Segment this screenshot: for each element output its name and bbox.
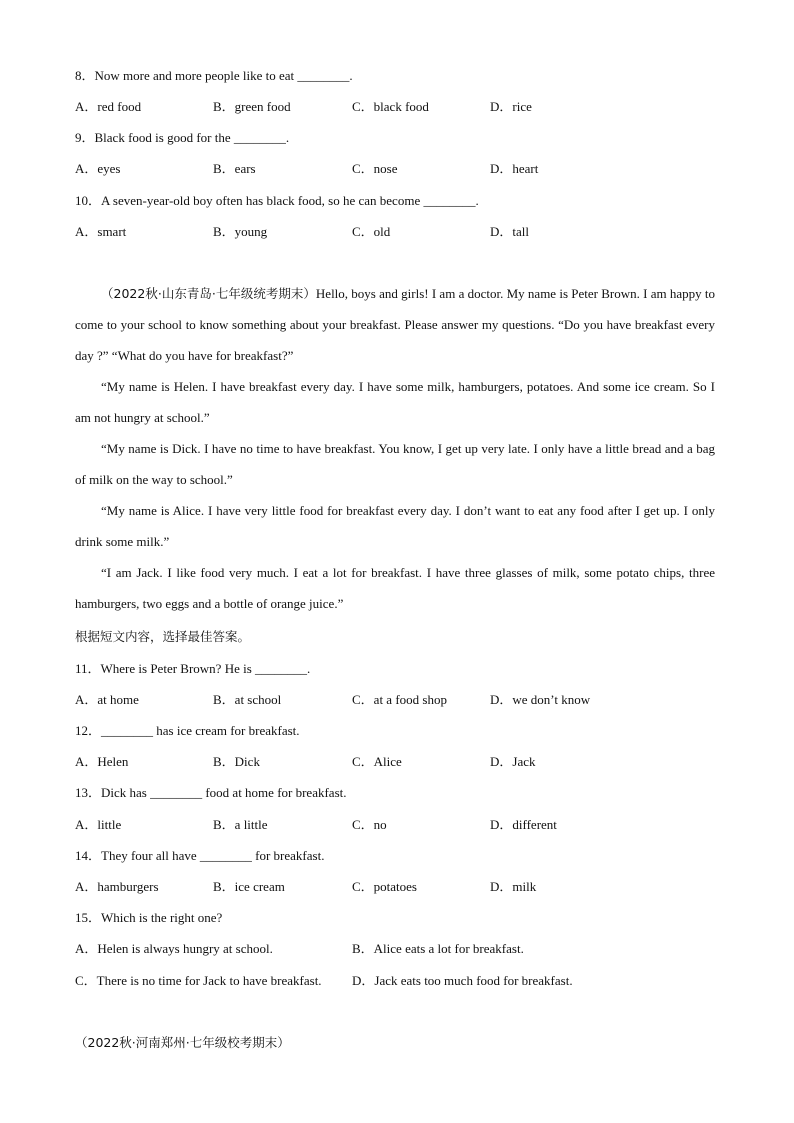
q10-option-b[interactable]: B．young [213,224,268,239]
passage-paragraph-2: “My name is Helen. I have breakfast every day. I have some milk, hamburgers, potatoes. And some ice cream. So I am not hungry at school.” [75,379,715,425]
q8-option-d[interactable]: D．rice [490,99,532,114]
passage-source: （2022秋·山东青岛·七年级统考期末） [101,286,316,301]
question-13-stem: 13．Dick has ________ food at home for breakfast. [75,785,347,800]
question-11-stem: 11．Where is Peter Brown? He is ________. [75,661,311,676]
q9-option-c[interactable]: C．nose [352,161,398,176]
passage-paragraph-1-text: Hello, boys and girls! I am a doctor. My name is Peter Brown. I am happy to come to your school to know something about your breakfast. Please answer my questions. “Do you have breakfast every day ?” “What do you have for breakfast?” [75,286,715,363]
q11-option-b[interactable]: B．at school [213,692,282,707]
q8-option-b[interactable]: B．green food [213,99,291,114]
q9-option-b[interactable]: B．ears [213,161,256,176]
passage-instruction: 根据短文内容，选择最佳答案。 [75,629,251,644]
q15-option-a[interactable]: A．Helen is always hungry at school. [75,941,273,956]
question-15-options-row-2 [75,972,715,990]
question-10-options [75,223,715,241]
question-9-options [75,160,715,178]
question-10-stem: 10．A seven-year-old boy often has black food, so he can become ________. [75,193,479,208]
q13-option-b[interactable]: B．a little [213,817,268,832]
question-11-options [75,691,715,709]
q13-option-a[interactable]: A．little [75,817,122,832]
q10-option-c[interactable]: C．old [352,224,391,239]
q13-option-d[interactable]: D．different [490,817,557,832]
question-14-options [75,878,715,896]
q12-option-d[interactable]: D．Jack [490,754,536,769]
passage-paragraph-4: “My name is Alice. I have very little food for breakfast every day. I don’t want to eat any food after I get up. I only drink some milk.” [75,503,715,549]
passage-paragraph-1 [75,278,715,371]
question-15-stem: 15．Which is the right one? [75,910,223,925]
passage-paragraph-5: “I am Jack. I like food very much. I eat a lot for breakfast. I have three glasses of milk, some potato chips, three hamburgers, two eggs and a bottle of orange juice.” [75,565,715,611]
q8-option-a[interactable]: A．red food [75,99,142,114]
q10-option-d[interactable]: D．tall [490,224,529,239]
reading-passage [75,278,715,619]
question-8-stem: 8．Now more and more people like to eat ________. [75,68,353,83]
q13-option-c[interactable]: C．no [352,817,387,832]
q15-option-b[interactable]: B．Alice eats a lot for breakfast. [352,941,524,956]
q9-option-d[interactable]: D．heart [490,161,539,176]
q11-option-c[interactable]: C．at a food shop [352,692,447,707]
q14-option-a[interactable]: A．hamburgers [75,879,159,894]
question-9-stem: 9．Black food is good for the ________. [75,130,290,145]
q9-option-a[interactable]: A．eyes [75,161,121,176]
question-15-options-row-1 [75,940,715,958]
q12-option-c[interactable]: C．Alice [352,754,402,769]
q8-option-c[interactable]: C．black food [352,99,429,114]
question-8-options [75,98,715,116]
question-13-options [75,816,715,834]
next-section-source: （2022秋·河南郑州·七年级校考期末） [75,1035,290,1050]
q14-option-b[interactable]: B．ice cream [213,879,285,894]
question-14-stem: 14．They four all have ________ for breakfast. [75,848,325,863]
q11-option-d[interactable]: D．we don’t know [490,692,591,707]
passage-paragraph-3: “My name is Dick. I have no time to have breakfast. You know, I get up very late. I only have a little bread and a bag of milk on the way to school.” [75,441,715,487]
q14-option-d[interactable]: D．milk [490,879,537,894]
question-12-stem: 12．________ has ice cream for breakfast. [75,723,300,738]
q14-option-c[interactable]: C．potatoes [352,879,417,894]
q12-option-b[interactable]: B．Dick [213,754,260,769]
q12-option-a[interactable]: A．Helen [75,754,129,769]
q15-option-d[interactable]: D．Jack eats too much food for breakfast. [352,973,573,988]
q11-option-a[interactable]: A．at home [75,692,139,707]
q15-option-c[interactable]: C．There is no time for Jack to have breakfast. [75,973,322,988]
q10-option-a[interactable]: A．smart [75,224,127,239]
question-12-options [75,753,715,771]
